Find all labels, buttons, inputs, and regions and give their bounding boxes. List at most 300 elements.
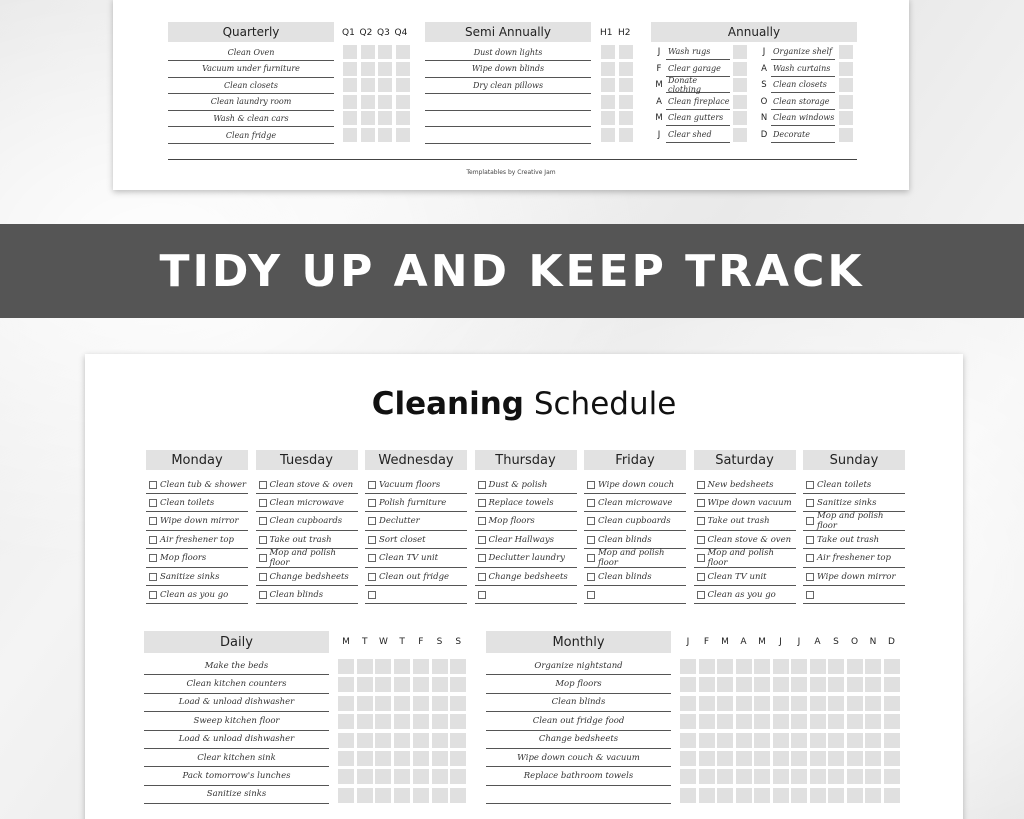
daily-checkbox[interactable]: [413, 677, 429, 692]
day-task-row[interactable]: [584, 586, 686, 604]
monthly-checkbox[interactable]: [680, 696, 696, 711]
task-checkbox[interactable]: [368, 536, 376, 544]
monthly-checkbox[interactable]: [717, 677, 733, 692]
daily-checkbox[interactable]: [413, 751, 429, 766]
quarter-checkbox[interactable]: [378, 95, 392, 109]
daily-checkbox[interactable]: [450, 769, 466, 784]
monthly-checkbox[interactable]: [810, 733, 826, 748]
daily-checkbox[interactable]: [338, 751, 354, 766]
monthly-checkbox[interactable]: [884, 696, 900, 711]
quarter-checkbox[interactable]: [343, 45, 357, 59]
monthly-checkbox[interactable]: [680, 733, 696, 748]
monthly-checkbox[interactable]: [865, 788, 881, 803]
half-checkbox[interactable]: [601, 45, 615, 59]
monthly-checkbox[interactable]: [773, 733, 789, 748]
daily-checkbox[interactable]: [450, 714, 466, 729]
monthly-checkbox[interactable]: [773, 751, 789, 766]
task-checkbox[interactable]: [478, 536, 486, 544]
monthly-checkbox[interactable]: [828, 733, 844, 748]
daily-checkbox[interactable]: [357, 714, 373, 729]
task-checkbox[interactable]: [478, 554, 486, 562]
day-task-row[interactable]: [475, 513, 577, 531]
annual-checkbox[interactable]: [839, 45, 853, 59]
monthly-checkbox[interactable]: [828, 696, 844, 711]
day-task-row[interactable]: [146, 586, 248, 604]
task-checkbox[interactable]: [368, 591, 376, 599]
daily-checkbox[interactable]: [413, 696, 429, 711]
day-task-row[interactable]: [694, 513, 796, 531]
monthly-checkbox[interactable]: [736, 733, 752, 748]
daily-checkbox[interactable]: [338, 714, 354, 729]
monthly-checkbox[interactable]: [773, 714, 789, 729]
daily-checkbox[interactable]: [338, 733, 354, 748]
task-checkbox[interactable]: [587, 536, 595, 544]
task-checkbox[interactable]: [149, 499, 157, 507]
task-checkbox[interactable]: [697, 517, 705, 525]
quarter-checkbox[interactable]: [396, 78, 410, 92]
quarter-checkbox[interactable]: [343, 111, 357, 125]
day-task-row[interactable]: [146, 513, 248, 531]
quarter-checkbox[interactable]: [378, 62, 392, 76]
monthly-checkbox[interactable]: [828, 769, 844, 784]
monthly-checkbox[interactable]: [884, 714, 900, 729]
task-checkbox[interactable]: [259, 517, 267, 525]
task-checkbox[interactable]: [368, 481, 376, 489]
day-task-row[interactable]: [803, 531, 905, 549]
daily-checkbox[interactable]: [338, 696, 354, 711]
monthly-checkbox[interactable]: [736, 714, 752, 729]
quarter-checkbox[interactable]: [378, 128, 392, 142]
task-checkbox[interactable]: [368, 499, 376, 507]
day-task-row[interactable]: [365, 550, 467, 568]
daily-checkbox[interactable]: [413, 769, 429, 784]
daily-checkbox[interactable]: [432, 733, 448, 748]
monthly-checkbox[interactable]: [884, 788, 900, 803]
day-task-row[interactable]: [803, 494, 905, 512]
quarter-checkbox[interactable]: [361, 111, 375, 125]
half-checkbox[interactable]: [619, 62, 633, 76]
daily-checkbox[interactable]: [432, 788, 448, 803]
task-checkbox[interactable]: [478, 573, 486, 581]
task-checkbox[interactable]: [478, 591, 486, 599]
task-checkbox[interactable]: [806, 536, 814, 544]
daily-checkbox[interactable]: [413, 714, 429, 729]
monthly-checkbox[interactable]: [754, 677, 770, 692]
daily-checkbox[interactable]: [338, 769, 354, 784]
monthly-checkbox[interactable]: [810, 751, 826, 766]
annual-checkbox[interactable]: [733, 78, 747, 92]
task-checkbox[interactable]: [806, 554, 814, 562]
daily-checkbox[interactable]: [432, 714, 448, 729]
quarter-checkbox[interactable]: [378, 78, 392, 92]
task-checkbox[interactable]: [478, 481, 486, 489]
monthly-checkbox[interactable]: [699, 659, 715, 674]
monthly-checkbox[interactable]: [699, 769, 715, 784]
monthly-checkbox[interactable]: [754, 659, 770, 674]
day-task-row[interactable]: [256, 494, 358, 512]
quarter-checkbox[interactable]: [343, 62, 357, 76]
monthly-checkbox[interactable]: [847, 788, 863, 803]
task-checkbox[interactable]: [806, 573, 814, 581]
monthly-checkbox[interactable]: [791, 677, 807, 692]
monthly-checkbox[interactable]: [847, 714, 863, 729]
day-task-row[interactable]: [803, 568, 905, 586]
quarter-checkbox[interactable]: [361, 78, 375, 92]
daily-checkbox[interactable]: [432, 751, 448, 766]
day-task-row[interactable]: [256, 586, 358, 604]
day-task-row[interactable]: [803, 586, 905, 604]
monthly-checkbox[interactable]: [754, 788, 770, 803]
day-task-row[interactable]: [694, 568, 796, 586]
day-task-row[interactable]: [803, 476, 905, 494]
task-checkbox[interactable]: [149, 517, 157, 525]
daily-checkbox[interactable]: [338, 788, 354, 803]
monthly-checkbox[interactable]: [680, 751, 696, 766]
daily-checkbox[interactable]: [357, 659, 373, 674]
monthly-checkbox[interactable]: [773, 769, 789, 784]
monthly-checkbox[interactable]: [717, 751, 733, 766]
daily-checkbox[interactable]: [394, 788, 410, 803]
quarter-checkbox[interactable]: [361, 62, 375, 76]
annual-checkbox[interactable]: [733, 95, 747, 109]
monthly-checkbox[interactable]: [865, 733, 881, 748]
monthly-checkbox[interactable]: [828, 714, 844, 729]
daily-checkbox[interactable]: [375, 677, 391, 692]
half-checkbox[interactable]: [619, 95, 633, 109]
daily-checkbox[interactable]: [450, 733, 466, 748]
daily-checkbox[interactable]: [394, 769, 410, 784]
monthly-checkbox[interactable]: [699, 677, 715, 692]
day-task-row[interactable]: [365, 531, 467, 549]
monthly-checkbox[interactable]: [791, 696, 807, 711]
day-task-row[interactable]: [803, 513, 905, 531]
day-task-row[interactable]: [475, 568, 577, 586]
monthly-checkbox[interactable]: [717, 696, 733, 711]
annual-checkbox[interactable]: [733, 62, 747, 76]
monthly-checkbox[interactable]: [865, 677, 881, 692]
monthly-checkbox[interactable]: [865, 751, 881, 766]
day-task-row[interactable]: [694, 476, 796, 494]
quarter-checkbox[interactable]: [396, 111, 410, 125]
monthly-checkbox[interactable]: [884, 733, 900, 748]
daily-checkbox[interactable]: [375, 769, 391, 784]
daily-checkbox[interactable]: [357, 677, 373, 692]
task-checkbox[interactable]: [806, 517, 814, 525]
monthly-checkbox[interactable]: [773, 659, 789, 674]
monthly-checkbox[interactable]: [810, 714, 826, 729]
task-checkbox[interactable]: [587, 591, 595, 599]
monthly-checkbox[interactable]: [754, 714, 770, 729]
task-checkbox[interactable]: [368, 517, 376, 525]
day-task-row[interactable]: [475, 586, 577, 604]
quarter-checkbox[interactable]: [343, 95, 357, 109]
task-checkbox[interactable]: [259, 573, 267, 581]
monthly-checkbox[interactable]: [699, 733, 715, 748]
half-checkbox[interactable]: [601, 78, 615, 92]
task-checkbox[interactable]: [149, 536, 157, 544]
monthly-checkbox[interactable]: [791, 714, 807, 729]
quarter-checkbox[interactable]: [378, 45, 392, 59]
task-checkbox[interactable]: [697, 481, 705, 489]
task-checkbox[interactable]: [149, 573, 157, 581]
monthly-checkbox[interactable]: [847, 659, 863, 674]
day-task-row[interactable]: [584, 513, 686, 531]
monthly-checkbox[interactable]: [865, 714, 881, 729]
annual-checkbox[interactable]: [733, 111, 747, 125]
half-checkbox[interactable]: [601, 62, 615, 76]
annual-checkbox[interactable]: [839, 62, 853, 76]
monthly-checkbox[interactable]: [884, 769, 900, 784]
daily-checkbox[interactable]: [394, 659, 410, 674]
daily-checkbox[interactable]: [432, 677, 448, 692]
daily-checkbox[interactable]: [450, 677, 466, 692]
quarter-checkbox[interactable]: [361, 95, 375, 109]
monthly-checkbox[interactable]: [717, 714, 733, 729]
day-task-row[interactable]: [256, 568, 358, 586]
monthly-checkbox[interactable]: [736, 696, 752, 711]
monthly-checkbox[interactable]: [736, 769, 752, 784]
day-task-row[interactable]: [256, 531, 358, 549]
day-task-row[interactable]: [146, 476, 248, 494]
day-task-row[interactable]: [584, 494, 686, 512]
task-checkbox[interactable]: [806, 481, 814, 489]
daily-checkbox[interactable]: [357, 788, 373, 803]
monthly-checkbox[interactable]: [884, 677, 900, 692]
task-checkbox[interactable]: [587, 573, 595, 581]
monthly-checkbox[interactable]: [717, 769, 733, 784]
monthly-checkbox[interactable]: [884, 751, 900, 766]
task-checkbox[interactable]: [259, 499, 267, 507]
quarter-checkbox[interactable]: [343, 128, 357, 142]
daily-checkbox[interactable]: [375, 714, 391, 729]
task-checkbox[interactable]: [697, 554, 705, 562]
annual-checkbox[interactable]: [839, 111, 853, 125]
daily-checkbox[interactable]: [432, 696, 448, 711]
annual-checkbox[interactable]: [733, 45, 747, 59]
task-checkbox[interactable]: [587, 554, 595, 562]
day-task-row[interactable]: [146, 568, 248, 586]
daily-checkbox[interactable]: [450, 659, 466, 674]
monthly-checkbox[interactable]: [773, 677, 789, 692]
daily-checkbox[interactable]: [338, 677, 354, 692]
daily-checkbox[interactable]: [413, 659, 429, 674]
task-checkbox[interactable]: [587, 499, 595, 507]
monthly-checkbox[interactable]: [717, 733, 733, 748]
quarter-checkbox[interactable]: [396, 95, 410, 109]
monthly-checkbox[interactable]: [754, 696, 770, 711]
daily-checkbox[interactable]: [375, 733, 391, 748]
monthly-checkbox[interactable]: [680, 677, 696, 692]
day-task-row[interactable]: [256, 550, 358, 568]
half-checkbox[interactable]: [619, 45, 633, 59]
daily-checkbox[interactable]: [357, 733, 373, 748]
quarter-checkbox[interactable]: [396, 128, 410, 142]
day-task-row[interactable]: [365, 513, 467, 531]
day-task-row[interactable]: [694, 586, 796, 604]
monthly-checkbox[interactable]: [791, 733, 807, 748]
monthly-checkbox[interactable]: [828, 677, 844, 692]
day-task-row[interactable]: [475, 550, 577, 568]
day-task-row[interactable]: [584, 476, 686, 494]
quarter-checkbox[interactable]: [361, 128, 375, 142]
monthly-checkbox[interactable]: [847, 733, 863, 748]
daily-checkbox[interactable]: [375, 788, 391, 803]
task-checkbox[interactable]: [478, 517, 486, 525]
daily-checkbox[interactable]: [357, 751, 373, 766]
daily-checkbox[interactable]: [450, 788, 466, 803]
day-task-row[interactable]: [365, 568, 467, 586]
monthly-checkbox[interactable]: [847, 751, 863, 766]
monthly-checkbox[interactable]: [680, 769, 696, 784]
task-label: Air freshener top: [817, 553, 891, 564]
monthly-checkbox[interactable]: [680, 788, 696, 803]
daily-checkbox[interactable]: [338, 659, 354, 674]
monthly-checkbox[interactable]: [699, 788, 715, 803]
task-checkbox[interactable]: [806, 591, 814, 599]
day-task-row[interactable]: [256, 476, 358, 494]
day-task-row[interactable]: [584, 531, 686, 549]
daily-checkbox[interactable]: [357, 696, 373, 711]
monthly-checkbox[interactable]: [699, 696, 715, 711]
task-checkbox[interactable]: [587, 481, 595, 489]
task-checkbox[interactable]: [149, 554, 157, 562]
daily-checkbox[interactable]: [394, 751, 410, 766]
daily-checkbox[interactable]: [432, 769, 448, 784]
monthly-checkbox[interactable]: [810, 659, 826, 674]
monthly-checkbox[interactable]: [680, 714, 696, 729]
task-checkbox[interactable]: [806, 499, 814, 507]
monthly-checkbox[interactable]: [773, 696, 789, 711]
annual-checkbox[interactable]: [733, 128, 747, 142]
daily-checkbox[interactable]: [450, 696, 466, 711]
monthly-checkbox[interactable]: [717, 659, 733, 674]
quarter-checkbox[interactable]: [396, 62, 410, 76]
day-task-row[interactable]: [694, 494, 796, 512]
monthly-checkbox[interactable]: [791, 788, 807, 803]
task-checkbox[interactable]: [149, 481, 157, 489]
monthly-checkbox[interactable]: [847, 769, 863, 784]
monthly-checkbox[interactable]: [680, 659, 696, 674]
quarter-checkbox[interactable]: [378, 111, 392, 125]
task-checkbox[interactable]: [259, 536, 267, 544]
daily-checkbox[interactable]: [413, 733, 429, 748]
day-task-row[interactable]: [365, 494, 467, 512]
annual-checkbox[interactable]: [839, 95, 853, 109]
monthly-checkbox[interactable]: [791, 659, 807, 674]
monthly-checkbox[interactable]: [773, 788, 789, 803]
day-task-row[interactable]: [365, 476, 467, 494]
daily-checkbox[interactable]: [375, 696, 391, 711]
day-task-row[interactable]: [256, 513, 358, 531]
monthly-checkbox[interactable]: [791, 751, 807, 766]
monthly-checkbox[interactable]: [847, 677, 863, 692]
day-task-row[interactable]: [584, 568, 686, 586]
monthly-checkbox[interactable]: [847, 696, 863, 711]
day-task-row[interactable]: [146, 550, 248, 568]
daily-checkbox[interactable]: [413, 788, 429, 803]
daily-checkbox[interactable]: [375, 659, 391, 674]
day-task-row[interactable]: [146, 494, 248, 512]
task-checkbox[interactable]: [697, 591, 705, 599]
day-task-row[interactable]: [475, 531, 577, 549]
monthly-checkbox[interactable]: [736, 751, 752, 766]
monthly-checkbox[interactable]: [865, 696, 881, 711]
task-checkbox[interactable]: [368, 573, 376, 581]
monthly-checkbox[interactable]: [791, 769, 807, 784]
half-checkbox[interactable]: [601, 128, 615, 142]
monthly-checkbox[interactable]: [865, 769, 881, 784]
quarter-checkbox[interactable]: [396, 45, 410, 59]
day-task-row[interactable]: [694, 550, 796, 568]
half-checkbox[interactable]: [601, 95, 615, 109]
monthly-checkbox[interactable]: [865, 659, 881, 674]
monthly-checkbox[interactable]: [754, 769, 770, 784]
monthly-checkbox[interactable]: [717, 788, 733, 803]
half-checkbox[interactable]: [601, 111, 615, 125]
monthly-checkbox[interactable]: [699, 751, 715, 766]
daily-checkbox[interactable]: [394, 714, 410, 729]
task-checkbox[interactable]: [259, 591, 267, 599]
half-checkbox[interactable]: [619, 78, 633, 92]
monthly-checkbox[interactable]: [754, 751, 770, 766]
day-task-row[interactable]: [475, 476, 577, 494]
monthly-checkbox[interactable]: [736, 659, 752, 674]
task-label: Clean TV unit: [379, 553, 439, 564]
task-checkbox[interactable]: [478, 499, 486, 507]
annual-checkbox[interactable]: [839, 78, 853, 92]
monthly-checkbox[interactable]: [810, 788, 826, 803]
monthly-checkbox[interactable]: [828, 659, 844, 674]
task-checkbox[interactable]: [697, 573, 705, 581]
daily-checkbox[interactable]: [394, 696, 410, 711]
monthly-checkbox[interactable]: [736, 788, 752, 803]
annual-checkbox[interactable]: [839, 128, 853, 142]
daily-checkbox[interactable]: [357, 769, 373, 784]
monthly-checkbox[interactable]: [699, 714, 715, 729]
monthly-checkbox[interactable]: [884, 659, 900, 674]
monthly-checkbox[interactable]: [736, 677, 752, 692]
monthly-checkbox[interactable]: [828, 751, 844, 766]
day-task-row[interactable]: [584, 550, 686, 568]
task-checkbox[interactable]: [587, 517, 595, 525]
quarter-checkbox[interactable]: [343, 78, 357, 92]
half-checkbox[interactable]: [619, 128, 633, 142]
task-checkbox[interactable]: [259, 554, 267, 562]
monthly-checkbox[interactable]: [810, 769, 826, 784]
monthly-checkbox[interactable]: [754, 733, 770, 748]
daily-checkbox[interactable]: [394, 733, 410, 748]
daily-checkbox[interactable]: [450, 751, 466, 766]
task-checkbox[interactable]: [259, 481, 267, 489]
day-task-row[interactable]: [694, 531, 796, 549]
daily-checkbox[interactable]: [432, 659, 448, 674]
quarter-checkbox[interactable]: [361, 45, 375, 59]
day-task-row[interactable]: [365, 586, 467, 604]
task-checkbox[interactable]: [697, 536, 705, 544]
monthly-checkbox[interactable]: [810, 696, 826, 711]
half-checkbox[interactable]: [619, 111, 633, 125]
task-checkbox[interactable]: [368, 554, 376, 562]
day-task-row[interactable]: [803, 550, 905, 568]
monthly-checkbox[interactable]: [828, 788, 844, 803]
daily-checkbox[interactable]: [394, 677, 410, 692]
daily-checkbox[interactable]: [375, 751, 391, 766]
task-checkbox[interactable]: [697, 499, 705, 507]
day-task-row[interactable]: [475, 494, 577, 512]
task-checkbox[interactable]: [149, 591, 157, 599]
day-task-row[interactable]: [146, 531, 248, 549]
monthly-checkbox[interactable]: [810, 677, 826, 692]
